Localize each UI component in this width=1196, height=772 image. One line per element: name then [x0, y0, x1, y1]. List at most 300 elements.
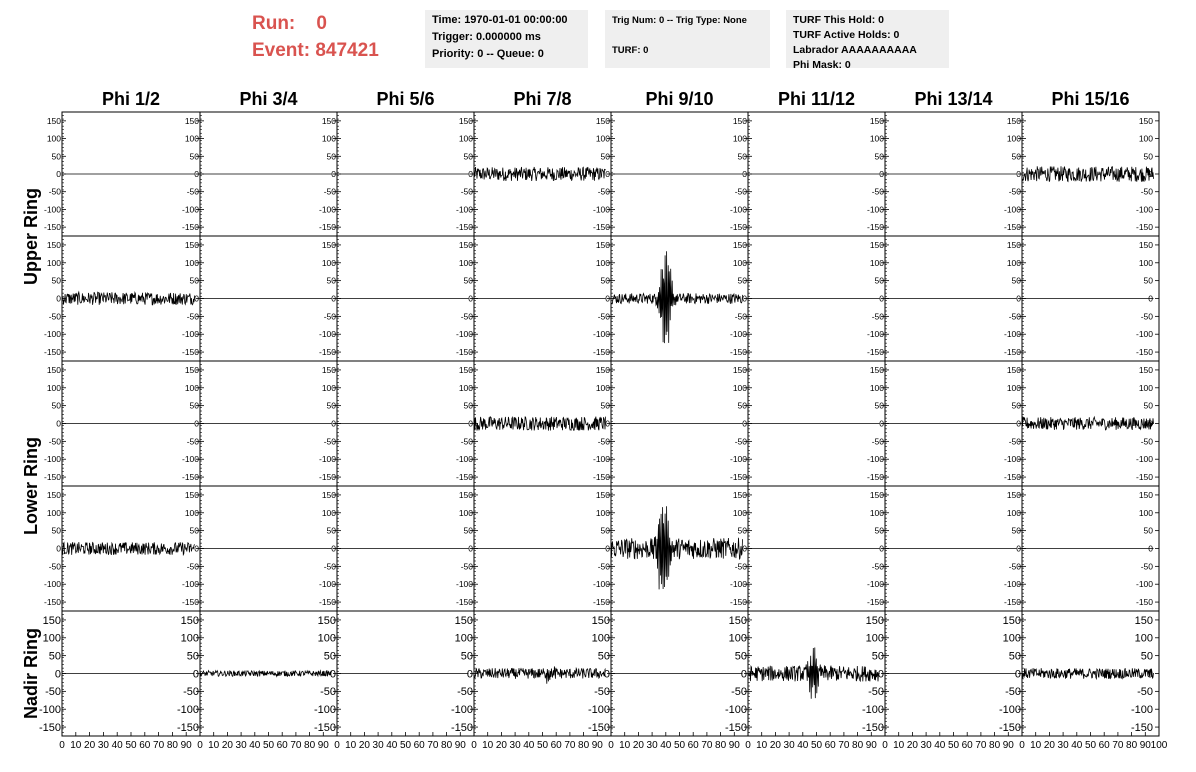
y-tick-label: -50: [323, 561, 336, 572]
y-tick-label: 0: [1148, 543, 1153, 554]
y-tick-label: -150: [861, 721, 884, 734]
y-tick-label: 0: [194, 543, 199, 554]
y-tick-label: -150: [592, 347, 610, 358]
y-tick-label: -100: [318, 579, 336, 590]
y-tick-label: -50: [597, 436, 610, 447]
y-tick-label: -150: [592, 597, 610, 608]
y-tick-label: -50: [323, 311, 336, 322]
y-tick-label: 0: [331, 293, 336, 304]
y-tick-label: 100: [458, 133, 473, 144]
y-tick-label: -50: [734, 561, 747, 572]
x-tick-label: 80: [441, 740, 453, 751]
y-tick-label: 0: [605, 543, 610, 554]
y-tick-label: -50: [597, 311, 610, 322]
y-tick-label: -150: [455, 472, 473, 483]
x-tick-label: 20: [358, 740, 370, 751]
y-tick-label: 100: [42, 632, 61, 645]
y-tick-label: -100: [724, 704, 747, 717]
y-tick-label: -150: [450, 721, 473, 734]
x-tick-label: 70: [153, 740, 165, 751]
y-tick-label: -150: [729, 347, 747, 358]
waveform-line: [200, 671, 332, 677]
y-tick-label: 50: [326, 151, 336, 162]
x-tick-label: 30: [783, 740, 795, 751]
y-tick-label: 150: [1006, 239, 1021, 250]
y-tick-label: -150: [998, 721, 1021, 734]
y-tick-label: 0: [742, 293, 747, 304]
y-tick-label: 100: [1138, 133, 1153, 144]
y-tick-label: -100: [318, 454, 336, 465]
x-tick-label: 50: [810, 740, 823, 751]
y-tick-label: -150: [318, 472, 336, 483]
x-tick-label: 60: [824, 740, 836, 751]
y-tick-label: -150: [181, 347, 199, 358]
y-tick-label: 0: [879, 168, 884, 179]
y-tick-label: 150: [732, 489, 747, 500]
y-tick-label: 50: [597, 650, 610, 663]
y-tick-label: -50: [871, 436, 884, 447]
y-tick-label: 0: [331, 168, 336, 179]
y-tick-label: 0: [605, 418, 610, 429]
priority-text: Priority: 0 -- Queue: 0: [432, 48, 544, 60]
x-tick-label: 0: [197, 740, 203, 751]
x-tick-label: 20: [84, 740, 96, 751]
waveform-line: [62, 542, 195, 555]
y-tick-label: 50: [1011, 525, 1021, 536]
y-tick-label: -150: [724, 721, 747, 734]
y-tick-label: -50: [734, 311, 747, 322]
y-tick-label: -150: [592, 222, 610, 233]
y-tick-label: 0: [331, 543, 336, 554]
x-tick-label: 60: [139, 740, 151, 751]
x-tick-label: 10: [1030, 740, 1042, 751]
x-tick-label: 10: [482, 740, 494, 751]
waveform-line: [748, 648, 880, 699]
y-tick-label: -100: [43, 579, 61, 590]
y-tick-label: 100: [869, 382, 884, 393]
y-tick-label: -50: [1005, 686, 1021, 699]
y-tick-label: 50: [463, 151, 473, 162]
y-tick-label: 100: [869, 507, 884, 518]
y-tick-label: 100: [184, 133, 199, 144]
y-tick-label: 50: [463, 525, 473, 536]
y-tick-label: -50: [1008, 311, 1021, 322]
waveform-line: [1022, 166, 1154, 181]
y-tick-label: 150: [321, 115, 336, 126]
y-tick-label: 150: [1138, 115, 1153, 126]
y-tick-label: 50: [186, 650, 199, 663]
x-tick-label: 60: [413, 740, 425, 751]
y-tick-label: 100: [184, 382, 199, 393]
y-tick-label: 100: [732, 507, 747, 518]
y-tick-label: 150: [728, 614, 747, 627]
y-tick-label: 0: [56, 543, 61, 554]
y-tick-label: 50: [737, 525, 747, 536]
y-tick-label: 100: [869, 257, 884, 268]
x-tick-label: 50: [947, 740, 960, 751]
y-tick-label: 0: [1148, 168, 1153, 179]
x-tick-label: 40: [1071, 740, 1083, 751]
y-tick-label: 50: [874, 151, 884, 162]
y-tick-label: 50: [874, 275, 884, 286]
y-tick-label: 150: [321, 489, 336, 500]
x-tick-label: 30: [97, 740, 109, 751]
y-tick-label: 100: [46, 257, 61, 268]
y-tick-label: 150: [595, 364, 610, 375]
y-tick-label: 100: [865, 632, 884, 645]
y-tick-label: -150: [729, 222, 747, 233]
y-tick-label: -100: [729, 454, 747, 465]
y-tick-label: 100: [1002, 632, 1021, 645]
y-tick-label: 0: [879, 293, 884, 304]
y-tick-label: 150: [180, 614, 199, 627]
y-tick-label: -100: [1135, 329, 1153, 340]
x-tick-label: 70: [975, 740, 987, 751]
y-tick-label: -150: [455, 222, 473, 233]
y-tick-label: -100: [455, 329, 473, 340]
x-tick-label: 100: [1150, 740, 1168, 751]
y-tick-label: -150: [43, 597, 61, 608]
waveform-line: [474, 417, 606, 431]
y-tick-label: 100: [595, 382, 610, 393]
y-tick-label: -100: [729, 329, 747, 340]
y-tick-label: -100: [181, 204, 199, 215]
y-tick-label: -50: [320, 686, 336, 699]
panel-frame: [1022, 611, 1159, 736]
x-tick-label: 40: [386, 740, 398, 751]
y-tick-label: -50: [48, 186, 61, 197]
y-tick-label: 150: [46, 115, 61, 126]
ring-label: Lower Ring: [21, 437, 41, 535]
y-tick-label: 0: [1016, 543, 1021, 554]
x-tick-label: 0: [608, 740, 614, 751]
column-header: Phi 11/12: [777, 89, 856, 109]
y-tick-label: 150: [732, 115, 747, 126]
y-tick-label: 50: [734, 650, 747, 663]
y-tick-label: -100: [1003, 204, 1021, 215]
y-tick-label: 150: [454, 614, 473, 627]
y-tick-label: -150: [1135, 472, 1153, 483]
y-tick-label: -150: [176, 721, 199, 734]
y-tick-label: -100: [861, 704, 884, 717]
y-tick-label: -50: [48, 311, 61, 322]
y-tick-label: -100: [38, 704, 61, 717]
x-tick-label: 40: [523, 740, 535, 751]
x-tick-label: 20: [906, 740, 918, 751]
y-tick-label: 100: [1006, 507, 1021, 518]
y-tick-label: -50: [460, 436, 473, 447]
x-tick-label: 10: [893, 740, 905, 751]
y-tick-label: -100: [587, 704, 610, 717]
y-tick-label: 50: [1011, 400, 1021, 411]
labrador-text: Labrador AAAAAAAAAA: [793, 44, 917, 56]
y-tick-label: 50: [737, 275, 747, 286]
y-tick-label: 100: [458, 382, 473, 393]
x-tick-label: 60: [961, 740, 973, 751]
x-tick-label: 30: [509, 740, 521, 751]
x-tick-label: 30: [235, 740, 247, 751]
y-tick-label: -50: [323, 436, 336, 447]
trigger-text: Trigger: 0.000000 ms: [432, 31, 541, 43]
x-tick-label: 20: [1043, 740, 1055, 751]
x-tick-label: 70: [564, 740, 576, 751]
y-tick-label: -100: [998, 704, 1021, 717]
y-tick-label: 150: [458, 239, 473, 250]
y-tick-label: 100: [1134, 632, 1153, 645]
x-tick-label: 10: [756, 740, 768, 751]
y-tick-label: -150: [1003, 472, 1021, 483]
y-tick-label: -150: [181, 472, 199, 483]
y-tick-label: -100: [43, 329, 61, 340]
y-tick-label: 100: [180, 632, 199, 645]
x-tick-label: 90: [591, 740, 603, 751]
y-tick-label: -50: [1008, 436, 1021, 447]
y-tick-label: -100: [729, 204, 747, 215]
x-tick-label: 0: [1019, 740, 1025, 751]
x-tick-label: 20: [632, 740, 644, 751]
y-tick-label: 50: [326, 400, 336, 411]
y-tick-label: -50: [323, 186, 336, 197]
y-tick-label: 0: [605, 293, 610, 304]
y-tick-label: -100: [313, 704, 336, 717]
y-tick-label: 50: [189, 275, 199, 286]
y-tick-label: 150: [869, 239, 884, 250]
y-tick-label: 0: [54, 668, 61, 681]
event-label: Event:: [252, 40, 311, 61]
y-tick-label: 150: [1138, 364, 1153, 375]
x-tick-label: 50: [262, 740, 275, 751]
y-tick-label: 100: [1006, 133, 1021, 144]
y-tick-label: 150: [595, 115, 610, 126]
run-value: 0: [316, 13, 327, 34]
y-tick-label: 0: [877, 668, 884, 681]
y-tick-label: -150: [729, 472, 747, 483]
y-tick-label: 150: [595, 239, 610, 250]
x-tick-label: 50: [399, 740, 412, 751]
y-tick-label: -50: [183, 686, 199, 699]
y-tick-label: -150: [1003, 347, 1021, 358]
y-tick-label: 50: [1140, 650, 1153, 663]
y-tick-label: 100: [321, 507, 336, 518]
y-tick-label: -150: [455, 347, 473, 358]
y-tick-label: -150: [1135, 347, 1153, 358]
y-tick-label: -50: [460, 311, 473, 322]
x-tick-label: 20: [221, 740, 233, 751]
x-tick-label: 30: [1057, 740, 1069, 751]
y-tick-label: -150: [313, 721, 336, 734]
y-tick-label: 50: [460, 650, 473, 663]
x-tick-label: 50: [1084, 740, 1097, 751]
y-tick-label: 100: [321, 257, 336, 268]
event-value: 847421: [315, 40, 379, 61]
phi-mask-text: Phi Mask: 0: [793, 59, 851, 71]
y-tick-label: 150: [46, 364, 61, 375]
y-tick-label: -100: [592, 329, 610, 340]
x-tick-label: 40: [660, 740, 672, 751]
column-header: Phi 15/16: [1051, 89, 1130, 109]
y-tick-label: -50: [1140, 561, 1153, 572]
y-tick-label: -50: [1008, 186, 1021, 197]
y-tick-label: 100: [1006, 382, 1021, 393]
y-tick-label: 50: [189, 151, 199, 162]
x-tick-label: 50: [125, 740, 137, 751]
x-tick-label: 40: [934, 740, 946, 751]
y-tick-label: 100: [321, 133, 336, 144]
x-tick-label: 30: [920, 740, 932, 751]
x-tick-label: 70: [290, 740, 302, 751]
y-tick-label: 0: [468, 168, 473, 179]
y-tick-label: 150: [1006, 489, 1021, 500]
y-tick-label: 150: [321, 239, 336, 250]
waveform-line: [474, 666, 606, 683]
y-tick-label: 150: [1002, 614, 1021, 627]
y-tick-label: -150: [318, 222, 336, 233]
waveform-line: [611, 251, 743, 343]
y-tick-label: 0: [1016, 418, 1021, 429]
x-tick-label: 20: [495, 740, 507, 751]
y-tick-label: 150: [42, 614, 61, 627]
y-tick-label: 150: [184, 364, 199, 375]
y-tick-label: -50: [871, 186, 884, 197]
y-tick-label: 50: [1143, 151, 1153, 162]
y-tick-label: -100: [729, 579, 747, 590]
y-tick-label: 0: [603, 668, 610, 681]
y-tick-label: -150: [587, 721, 610, 734]
y-tick-label: 0: [192, 668, 199, 681]
y-tick-label: 50: [600, 400, 610, 411]
y-tick-label: 50: [874, 400, 884, 411]
y-tick-label: -100: [181, 454, 199, 465]
y-tick-label: 150: [869, 489, 884, 500]
y-tick-label: -50: [871, 311, 884, 322]
x-tick-label: 90: [1002, 740, 1014, 751]
y-tick-label: -150: [38, 721, 61, 734]
ring-label: Nadir Ring: [21, 627, 41, 720]
y-tick-label: 100: [732, 382, 747, 393]
y-tick-label: 0: [1014, 668, 1021, 681]
y-tick-label: 50: [189, 525, 199, 536]
y-tick-label: 0: [194, 168, 199, 179]
y-tick-label: -50: [48, 436, 61, 447]
y-tick-label: -150: [866, 472, 884, 483]
y-tick-label: 150: [1006, 364, 1021, 375]
y-tick-label: 0: [879, 543, 884, 554]
x-tick-label: 50: [536, 740, 549, 751]
y-tick-label: -100: [318, 204, 336, 215]
y-tick-label: -150: [866, 222, 884, 233]
y-tick-label: -50: [594, 686, 610, 699]
y-tick-label: 150: [46, 239, 61, 250]
y-tick-label: 100: [869, 133, 884, 144]
y-tick-label: 150: [732, 239, 747, 250]
x-tick-label: 10: [70, 740, 82, 751]
y-tick-label: -100: [592, 579, 610, 590]
y-tick-label: 50: [51, 151, 61, 162]
y-tick-label: 0: [56, 418, 61, 429]
y-tick-label: -50: [597, 561, 610, 572]
y-tick-label: 0: [740, 668, 747, 681]
y-tick-label: 50: [600, 275, 610, 286]
y-tick-label: -50: [734, 436, 747, 447]
y-tick-label: 100: [46, 507, 61, 518]
y-tick-label: 100: [728, 632, 747, 645]
x-tick-label: 40: [111, 740, 123, 751]
y-tick-label: -50: [1008, 561, 1021, 572]
y-tick-label: 50: [1143, 275, 1153, 286]
column-header: Phi 13/14: [914, 89, 993, 109]
y-tick-label: 50: [326, 525, 336, 536]
y-tick-label: 150: [595, 489, 610, 500]
x-tick-label: 60: [687, 740, 699, 751]
y-tick-label: -150: [455, 597, 473, 608]
y-tick-label: -100: [1135, 454, 1153, 465]
y-tick-label: -100: [455, 204, 473, 215]
y-tick-label: -100: [866, 579, 884, 590]
y-tick-label: -50: [186, 186, 199, 197]
y-tick-label: 50: [463, 275, 473, 286]
y-tick-label: 150: [1006, 115, 1021, 126]
y-tick-label: 0: [468, 293, 473, 304]
y-tick-label: -100: [1135, 579, 1153, 590]
y-tick-label: 100: [1138, 382, 1153, 393]
x-tick-label: 90: [317, 740, 329, 751]
y-tick-label: -100: [43, 204, 61, 215]
y-tick-label: 150: [321, 364, 336, 375]
y-tick-label: 0: [742, 168, 747, 179]
y-tick-label: 50: [737, 151, 747, 162]
y-tick-label: -100: [176, 704, 199, 717]
y-tick-label: 50: [1143, 525, 1153, 536]
y-tick-label: -150: [1003, 222, 1021, 233]
x-tick-label: 60: [276, 740, 288, 751]
y-tick-label: 100: [732, 257, 747, 268]
y-tick-label: -50: [186, 311, 199, 322]
x-tick-label: 70: [1112, 740, 1124, 751]
waveform-line: [1022, 417, 1154, 430]
y-tick-label: -100: [592, 454, 610, 465]
y-tick-label: -50: [48, 561, 61, 572]
y-tick-label: -150: [181, 597, 199, 608]
y-tick-label: -100: [592, 204, 610, 215]
waveform-line: [611, 506, 743, 589]
y-tick-label: -150: [43, 222, 61, 233]
y-tick-label: -50: [457, 686, 473, 699]
y-tick-label: 100: [591, 632, 610, 645]
y-tick-label: -50: [45, 686, 61, 699]
y-tick-label: 0: [1146, 668, 1153, 681]
y-tick-label: -50: [731, 686, 747, 699]
column-header: Phi 5/6: [376, 89, 435, 109]
y-tick-label: 0: [194, 293, 199, 304]
y-tick-label: -150: [181, 222, 199, 233]
x-tick-label: 30: [372, 740, 384, 751]
x-tick-label: 0: [59, 740, 65, 751]
y-tick-label: 50: [48, 650, 61, 663]
x-tick-label: 90: [865, 740, 877, 751]
y-tick-label: -100: [1003, 329, 1021, 340]
turf-text: TURF: 0: [612, 45, 649, 56]
waveform-line: [1022, 668, 1154, 679]
y-tick-label: 0: [742, 543, 747, 554]
y-tick-label: 100: [184, 507, 199, 518]
y-tick-label: 100: [458, 507, 473, 518]
y-tick-label: -150: [866, 597, 884, 608]
y-tick-label: -50: [868, 686, 884, 699]
x-tick-label: 80: [852, 740, 864, 751]
y-tick-label: 50: [600, 525, 610, 536]
y-tick-label: 100: [46, 133, 61, 144]
y-tick-label: 150: [732, 364, 747, 375]
